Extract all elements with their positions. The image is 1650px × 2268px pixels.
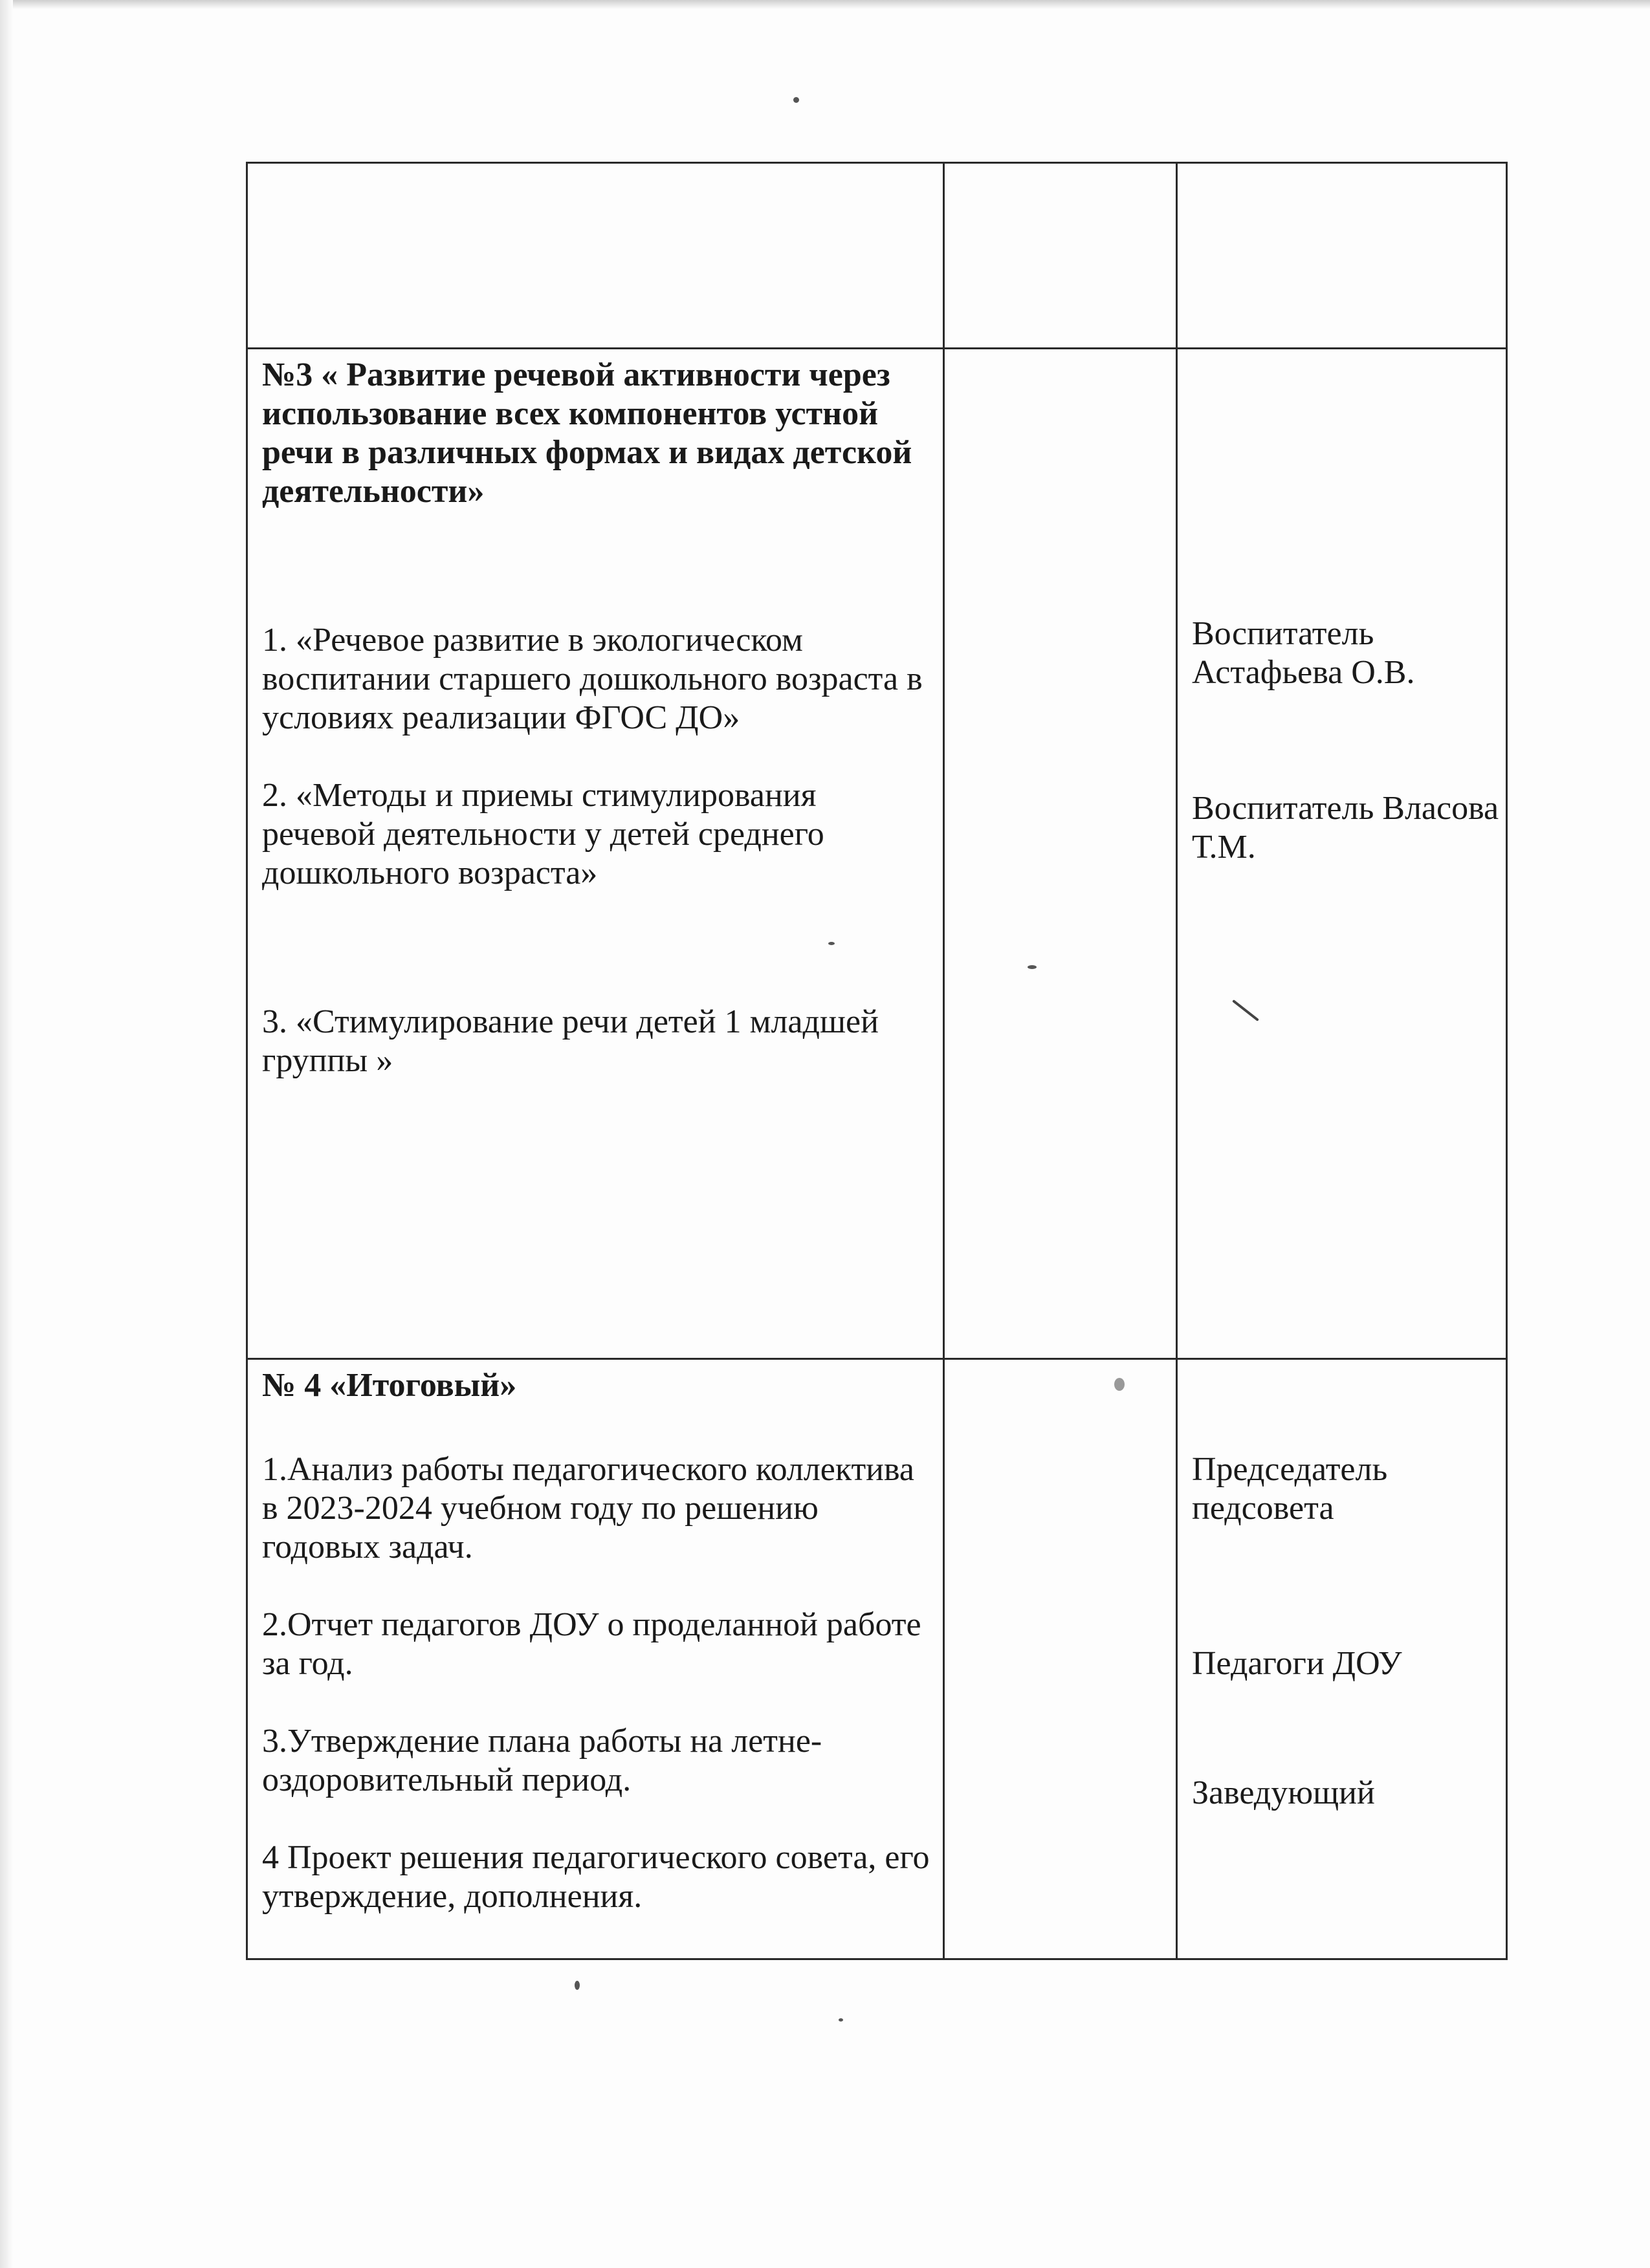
- section-3-item-1: 1. «Речевое развитие в экологическом воспитании старшего дошкольного возраста в условиях реализации ФГОС ДО»: [262, 622, 923, 736]
- scan-speck: [828, 942, 835, 945]
- scan-edge-top: [0, 0, 1650, 9]
- section-4-title: № 4 «Итоговый»: [262, 1367, 517, 1404]
- section-4-responsible-2: Педагоги ДОУ: [1192, 1645, 1402, 1682]
- section-4-responsible-1: Председатель педсовета: [1192, 1451, 1388, 1527]
- row-2-topic-cell: [246, 347, 945, 1360]
- row-2-date-cell: [943, 347, 1178, 1360]
- section-4-item-3: 3.Утверждение плана работы на летне-оздоровительный период.: [262, 1723, 822, 1798]
- section-4-item-2: 2.Отчет педагогов ДОУ о проделанной работе за год.: [262, 1606, 921, 1682]
- scan-speck: [1114, 1378, 1125, 1391]
- section-3-title: №3 « Развитие речевой активности через использование всех компонентов устной речи в различных формах и видах детской деятельности»: [262, 356, 912, 510]
- row-3-date-cell: [943, 1358, 1178, 1960]
- row-1-topic-cell: [246, 162, 945, 349]
- section-4-item-4: 4 Проект решения педагогического совета, его утверждение, дополнения.: [262, 1839, 930, 1915]
- section-3-responsible-1: Воспитатель Астафьева О.В.: [1192, 615, 1415, 691]
- section-4-item-1: 1.Анализ работы педагогического коллектива в 2023-2024 учебном году по решению годовых задач.: [262, 1451, 914, 1565]
- row-3-responsible-cell: [1176, 1358, 1508, 1960]
- row-3-topic-cell: [246, 1358, 945, 1960]
- row-1-date-cell: [943, 162, 1178, 349]
- section-3-responsible-2: Воспитатель Власова Т.М.: [1192, 790, 1499, 866]
- scan-speck: [793, 97, 799, 103]
- scan-speck: [839, 2018, 843, 2022]
- scan-speck: [1028, 965, 1037, 969]
- scan-edge-left: [0, 0, 13, 2268]
- row-1-responsible-cell: [1176, 162, 1508, 349]
- section-4-responsible-3: Заведующий: [1192, 1774, 1375, 1811]
- plan-table: [246, 162, 1508, 1960]
- scan-speck: [575, 1981, 580, 1990]
- section-3-item-2: 2. «Методы и приемы стимулирования речевой деятельности у детей среднего дошкольного возраста»: [262, 777, 824, 891]
- section-3-item-3: 3. «Стимулирование речи детей 1 младшей группы »: [262, 1003, 879, 1079]
- row-2-responsible-cell: [1176, 347, 1508, 1360]
